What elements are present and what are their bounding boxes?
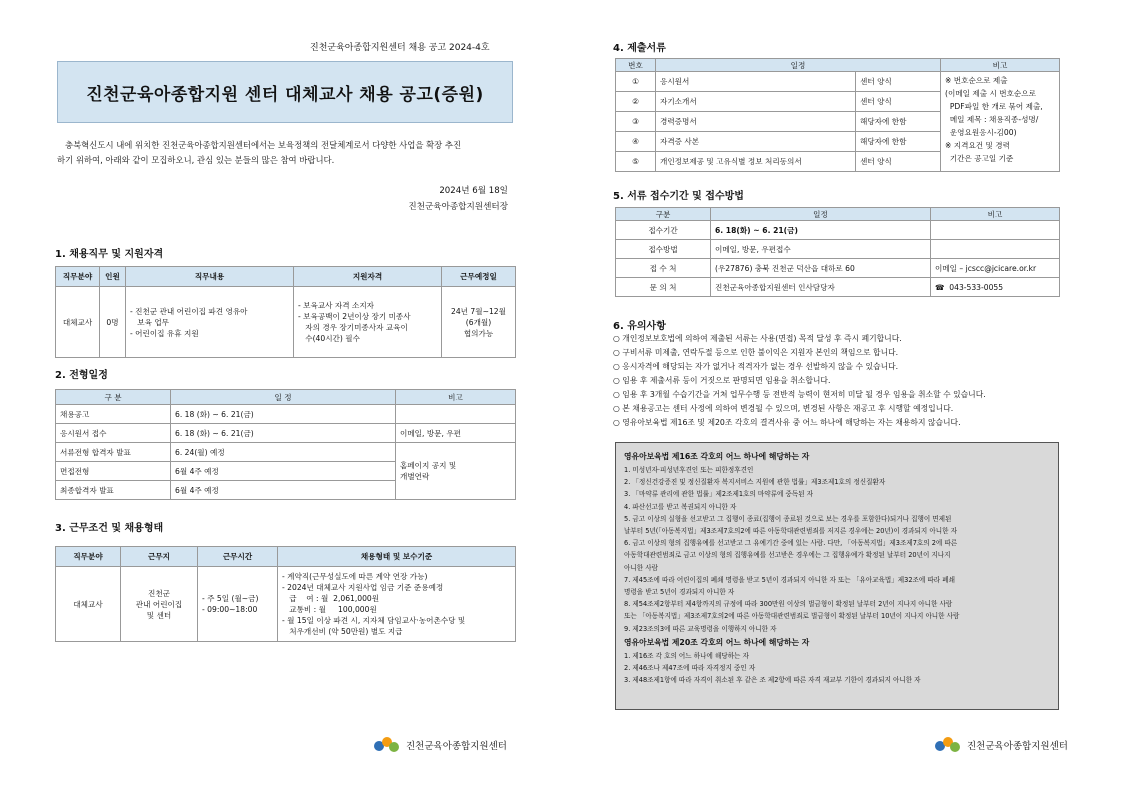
period-line: 협의가능 — [463, 328, 494, 338]
application-note — [931, 240, 1060, 259]
document-name: 자격증 사본 — [656, 132, 856, 152]
bullet-circle-icon: ○ — [613, 390, 620, 399]
center-logo-icon — [935, 737, 963, 753]
signature-block — [300, 183, 508, 215]
schedule-date: 6월 4주 예정 — [171, 481, 396, 500]
document-form: 센터 양식 — [856, 92, 941, 112]
schedule-item: 최종합격자 발표 — [56, 481, 171, 500]
law-item: 명령을 받고 5년이 경과되지 아니한 자 — [624, 588, 735, 597]
note-line: 메일 제목 : 채용직종-성명/ — [945, 115, 1039, 124]
conditions-place — [121, 567, 198, 642]
duty-line: - 어린이집 유휴 지원 — [130, 328, 199, 338]
conditions-hours — [198, 567, 278, 642]
intro-text — [57, 138, 517, 168]
conditions-header: 채용형태 및 보수기준 — [278, 547, 516, 567]
law-heading: 영유아보육법 제16조 각호의 어느 하나에 해당하는 자 — [624, 452, 810, 461]
notes-item — [613, 360, 986, 374]
law-item: 8. 제54조제2항부터 제4항까지의 규정에 따라 300만원 이상의 벌금형이 확정된 날부터 2년이 지나지 아니한 사람 — [624, 600, 953, 609]
conditions-header: 근무시간 — [198, 547, 278, 567]
schedule-header: 구 분 — [56, 390, 171, 405]
bullet-circle-icon: ○ — [613, 376, 620, 385]
job-table-header: 지원자격 — [294, 267, 442, 287]
bullet-circle-icon: ○ — [613, 348, 620, 357]
footer — [374, 737, 507, 753]
job-table-header: 직무분야 — [56, 267, 100, 287]
schedule-item: 채용공고 — [56, 405, 171, 424]
document-name: 경력증명서 — [656, 112, 856, 132]
bullet-circle-icon: ○ — [613, 418, 620, 427]
document-form: 센터 양식 — [856, 72, 941, 92]
document-name: 자기소개서 — [656, 92, 856, 112]
law-item: 2. 제46조나 제47조에 따라 자격정지 중인 자 — [624, 664, 756, 673]
job-qualifications — [294, 287, 442, 358]
footer-org-name: 진천군육아종합지원센터 — [406, 741, 507, 752]
law-excerpt-box — [615, 442, 1059, 710]
document-form: 해당자에 한함 — [856, 132, 941, 152]
qualification-line: - 보육교사 자격 소지자 — [298, 301, 375, 310]
signer: 진천군육아종합지원센터장 — [408, 202, 508, 212]
terms-line: 교통비 : 월 100,000원 — [282, 605, 377, 614]
qualification-line: 수(40시간) 필수 — [298, 334, 360, 343]
job-table-header: 인원 — [100, 267, 126, 287]
notes-list — [613, 332, 986, 430]
job-count: 0명 — [100, 287, 126, 358]
schedule-date: 6. 18 (화) ~ 6. 21(금) — [171, 424, 396, 443]
document-number: ④ — [616, 132, 656, 152]
job-period — [442, 287, 516, 358]
documents-header: 일정 — [656, 59, 941, 72]
law-item: 2. 「정신건강증진 및 정신질환자 복지서비스 지원에 관한 법률」제3조제1호의 정신질환자 — [624, 478, 886, 487]
note-line: 운영요원응시-김00) — [945, 128, 1017, 137]
document-number: ① — [616, 72, 656, 92]
job-table-header: 직무내용 — [126, 267, 294, 287]
qualification-line: 자의 경우 장기미종사자 교육이 — [298, 323, 408, 332]
application-detail: 이메일, 방문, 우편접수 — [711, 240, 931, 259]
schedule-note — [396, 405, 516, 424]
notes-item — [613, 388, 986, 402]
application-header: 비고 — [931, 208, 1060, 221]
application-item: 접수방법 — [616, 240, 711, 259]
application-item: 접 수 처 — [616, 259, 711, 278]
law-item: 날부터 5년(「아동복지법」제3조제7호의2에 따른 아동학대관련범죄를 저지른 경우에는 20년)이 경과되지 아니한 자 — [624, 527, 957, 536]
conditions-terms — [278, 567, 516, 642]
document-number: ③ — [616, 112, 656, 132]
application-table — [615, 207, 1060, 297]
law-item: 또는 「아동복지법」제3조제7호의2에 따른 아동학대관련범죄로 벌금형이 확정된 날부터 10년이 지나지 아니한 사람 — [624, 612, 960, 621]
duty-line: - 진천군 관내 어린이집 파견 영유아 — [130, 306, 248, 316]
merged-note-line: 홈페이지 공지 및 — [400, 461, 457, 470]
period-line: (6개월) — [465, 317, 492, 327]
note-line: 기간은 공고일 기준 — [945, 154, 1014, 163]
note-text: 개인정보보호법에 의하여 제출된 서류는 사용(면접) 목적 달성 후 즉시 폐기합니다. — [622, 334, 902, 343]
job-duties — [126, 287, 294, 358]
intro-line: 하기 위하여, 아래와 같이 모집하오니, 관심 있는 분들의 많은 참여 바랍니다. — [57, 155, 335, 165]
document-name: 개인정보제공 및 고유식별 정보 처리동의서 — [656, 152, 856, 172]
place-line: 및 센터 — [146, 610, 172, 620]
schedule-date: 6. 18 (화) ~ 6. 21(금) — [171, 405, 396, 424]
qualification-line: - 보육공백이 2년이상 장기 미종사 — [298, 312, 411, 321]
application-header: 구분 — [616, 208, 711, 221]
documents-table — [615, 58, 1060, 172]
place-line: 관내 어린이집 — [135, 599, 183, 609]
documents-header: 번호 — [616, 59, 656, 72]
document-form: 센터 양식 — [856, 152, 941, 172]
application-note — [931, 221, 1060, 240]
note-line: PDF파일 한 개로 묶어 제출, — [945, 102, 1043, 111]
document-name: 응시원서 — [656, 72, 856, 92]
application-header: 일정 — [711, 208, 931, 221]
application-item: 문 의 처 — [616, 278, 711, 297]
terms-line: 처우개선비 (약 50만원) 별도 지급 — [282, 627, 403, 636]
schedule-table — [55, 389, 516, 500]
notes-item — [613, 374, 986, 388]
section6-heading: 6. 유의사항 — [613, 321, 666, 332]
section4-heading: 4. 제출서류 — [613, 43, 666, 54]
conditions-header: 직무분야 — [56, 547, 121, 567]
law-item: 6. 금고 이상의 형의 집행유예를 선고받고 그 유예기간 중에 있는 사람. 다만, 「아동복지법」제3조제7호의 2에 따른 — [624, 539, 958, 548]
notes-item — [613, 346, 986, 360]
schedule-item: 서류전형 합격자 발표 — [56, 443, 171, 462]
note-text: 구비서류 미제출, 연락두절 등으로 인한 불이익은 지원자 본인의 책임으로 합니다. — [622, 348, 899, 357]
schedule-header: 일 정 — [171, 390, 396, 405]
application-detail: (우27876) 충북 진천군 덕산읍 대하로 60 — [711, 259, 931, 278]
section1-heading: 1. 채용직무 및 지원자격 — [55, 249, 164, 260]
document-number: ② — [616, 92, 656, 112]
right-page — [561, 0, 1121, 793]
terms-line: - 월 15일 이상 파견 시, 지자체 담임교사·농어촌수당 및 — [282, 616, 466, 625]
section5-heading: 5. 서류 접수기간 및 접수방법 — [613, 191, 744, 202]
terms-line: - 2024년 대체교사 지원사업 임금 기준 준용예정 — [282, 583, 444, 592]
law-item: 5. 금고 이상의 실형을 선고받고 그 집행이 종료(집행이 종료된 것으로 보는 경우를 포함한다)되거나 집행이 면제된 — [624, 514, 952, 523]
hours-line: - 09:00~18:00 — [202, 605, 258, 614]
document-number: ⑤ — [616, 152, 656, 172]
application-detail: 6. 18(화) ~ 6. 21(금) — [711, 221, 931, 240]
merged-note-line: 개별연락 — [400, 472, 430, 481]
page-title-text: 진천군육아종합지원 센터 대체교사 채용 공고(증원) — [86, 84, 484, 105]
schedule-note: 이메일, 방문, 우편 — [396, 424, 516, 443]
terms-line: - 계약직(근무성실도에 따른 계약 연장 가능) — [282, 572, 428, 581]
application-item: 접수기간 — [616, 221, 711, 240]
schedule-date: 6. 24(월) 예정 — [171, 443, 396, 462]
law-item: 아니한 사람 — [624, 563, 658, 572]
application-detail: 진천군육아종합지원센터 인사담당자 — [711, 278, 931, 297]
period-line: 24년 7월~12월 — [451, 306, 506, 316]
law-item: 9. 제23조의3에 따른 교육명령을 이행하지 아니한 자 — [624, 624, 777, 633]
footer-org-name: 진천군육아종합지원센터 — [967, 741, 1068, 752]
footer — [935, 737, 1068, 753]
document-form: 해당자에 한함 — [856, 112, 941, 132]
schedule-item: 응시원서 접수 — [56, 424, 171, 443]
note-text: 임용 후 3개월 수습기간을 거쳐 업무수행 등 전반적 능력이 현저히 미달 될 경우 임용을 취소할 수 있습니다. — [622, 390, 986, 399]
schedule-header: 비고 — [396, 390, 516, 405]
section2-heading: 2. 전형일정 — [55, 370, 108, 381]
schedule-date: 6월 4주 예정 — [171, 462, 396, 481]
law-item: 7. 제45조에 따라 어린이집의 폐쇄 명령을 받고 5년이 경과되지 아니한 자 또는 「유아교육법」제32조에 따라 폐쇄 — [624, 575, 955, 584]
job-table-header: 근무예정일 — [442, 267, 516, 287]
section3-heading: 3. 근무조건 및 채용형태 — [55, 523, 164, 534]
email-contact[interactable]: 이메일 – jcscc@jcicare.or.kr — [931, 259, 1060, 278]
bullet-circle-icon: ○ — [613, 404, 620, 413]
bullet-circle-icon: ○ — [613, 334, 620, 343]
note-line: ※ 지격요건 및 경력 — [945, 141, 1010, 150]
terms-line: 급 여 : 월 2,061,000원 — [282, 594, 380, 603]
law-heading: 영유아보육법 제20조 각호의 어느 하나에 해당하는 자 — [624, 637, 810, 647]
job-table — [55, 266, 516, 358]
notes-item — [613, 416, 986, 430]
left-page — [0, 0, 560, 793]
note-line: ※ 번호순으로 제출 — [945, 76, 1008, 85]
hours-line: - 주 5일 (월~금) — [202, 594, 259, 603]
schedule-merged-note — [396, 443, 516, 500]
page-title — [57, 61, 513, 123]
schedule-item: 면접전형 — [56, 462, 171, 481]
notes-item — [613, 332, 986, 346]
note-text: 임용 후 제출서류 등이 거짓으로 판명되면 임용을 취소합니다. — [622, 376, 831, 385]
conditions-field: 대체교사 — [56, 567, 121, 642]
law-item: 1. 제16조 각 호의 어느 하나에 해당하는 자 — [624, 651, 749, 660]
note-text: 응시자격에 해당되는 자가 없거나 적격자가 없는 경우 선발하지 않을 수 있습니다. — [622, 362, 899, 371]
conditions-table — [55, 546, 516, 642]
law-item: 4. 파산선고를 받고 복권되지 아니한 자 — [624, 502, 737, 511]
conditions-header: 근무지 — [121, 547, 198, 567]
note-line: (이메일 제출 시 번호순으로 — [945, 89, 1036, 98]
law-item: 3. 「마약류 관리에 관한 법률」제2조제1호의 마약류에 중독된 자 — [624, 490, 814, 499]
duty-line: 보육 업무 — [130, 317, 169, 327]
doc-number: 진천군육아종합지원센터 채용 공고 2024-4호 — [310, 43, 490, 53]
bullet-circle-icon: ○ — [613, 362, 620, 371]
note-text: 영유아보육법 제16조 및 제20조 각호의 결격사유 중 어느 하나에 해당하는 자는 채용하지 않습니다. — [622, 418, 961, 427]
law-item: 1. 미성년자·피성년후견인 또는 피한정후견인 — [624, 466, 754, 474]
documents-header: 비고 — [941, 59, 1060, 72]
note-text: 본 채용공고는 센터 사정에 의하여 변경될 수 있으며, 변경된 사항은 재공고 후 시행할 예정입니다. — [622, 404, 954, 413]
notes-item — [613, 402, 986, 416]
notice-date: 2024년 6월 18일 — [439, 186, 508, 196]
phone-contact: ☎ 043-533-0055 — [931, 278, 1060, 297]
intro-line: 충북혁신도시 내에 위치한 진천군육아종합지원센터에서는 보육정책의 전달체계로서 다양한 사업을 확장 추진 — [65, 140, 462, 150]
law-item: 아동학대관련범죄로 금고 이상의 형의 집행유예를 선고받은 경우에는 그 집행유예가 확정된 날부터 20년이 지나지 — [624, 551, 951, 560]
place-line: 진천군 — [147, 588, 170, 598]
job-field: 대체교사 — [56, 287, 100, 358]
law-item: 3. 제48조제1항에 따라 자격이 취소된 후 같은 조 제2항에 따른 자격 재교부 기한이 경과되지 아니한 자 — [624, 676, 921, 685]
center-logo-icon — [374, 737, 402, 753]
documents-note — [941, 72, 1060, 172]
